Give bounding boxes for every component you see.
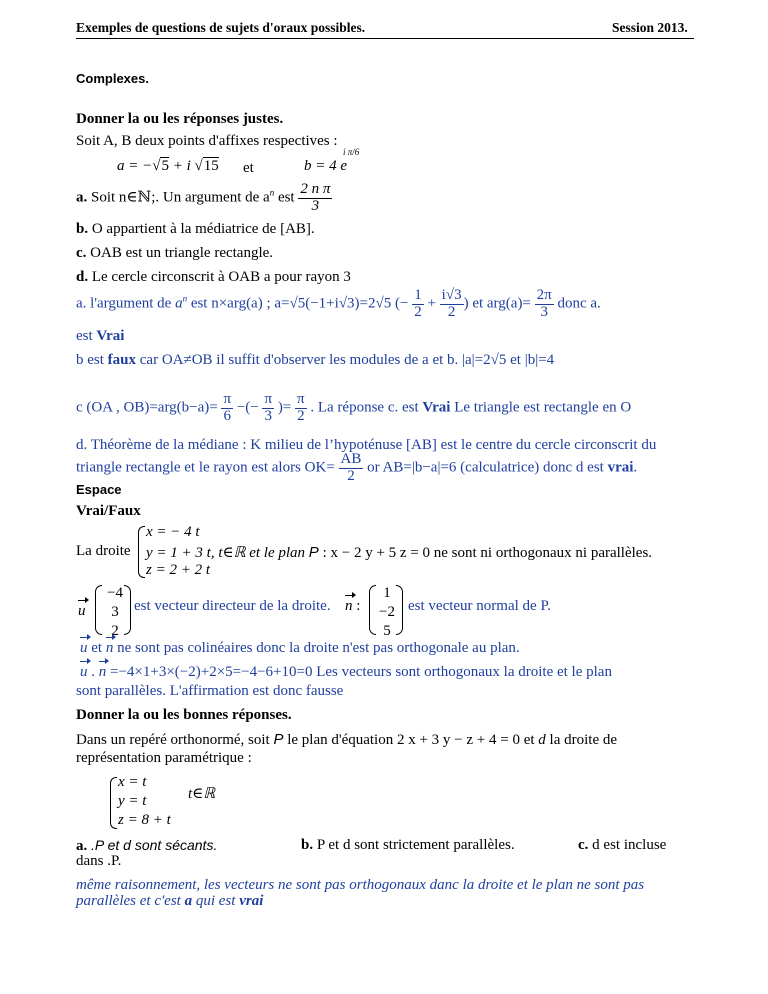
b-exponent: i π/6 bbox=[343, 147, 360, 157]
system-brace-1 bbox=[138, 526, 145, 578]
dot-product-line: u . n =−4×1+3×(−2)+2×5=−4−6+10=0 Les vecteurs sont orthogonaux la droite et le plan bbox=[80, 664, 612, 680]
section-title-complexes: Complexes. bbox=[76, 71, 149, 86]
system-brace-2 bbox=[110, 777, 117, 829]
vrai-faux-heading: Vrai/Faux bbox=[76, 503, 141, 519]
item-b: b. O appartient à la médiatrice de [AB]. bbox=[76, 221, 315, 237]
instruction-heading: Donner la ou les réponses justes. bbox=[76, 111, 284, 127]
a-definition: a = −√5 + i √15 bbox=[117, 158, 219, 174]
u-description: est vecteur directeur de la droite. bbox=[134, 598, 331, 614]
option-a-continued: dans .P. bbox=[76, 853, 122, 869]
question2-line1: Dans un repéré orthonormé, soit P le plan d'équation 2 x + 3 y − z + 4 = 0 et d la droite de bbox=[76, 731, 618, 748]
question2-line2: représentation paramétrique : bbox=[76, 750, 252, 766]
document-header-title: Exemples de questions de sujets d'oraux possibles. bbox=[76, 20, 366, 35]
item-a: a. Soit n∈ℕ;. Un argument de $a^n$ est $\frac{\text{2 n π}}{3}$ bbox=[76, 181, 331, 214]
system1-line2: y = 1 + 3 t, t∈ℝ et le plan P : x − 2 y + 5 z = 0 ne sont ni orthogonaux ni parallèles. bbox=[146, 544, 653, 561]
answer-d-line2: triangle rectangle et le rayon est alors OK= $\frac{AB}{2}$ or AB=|b−a|=6 (calculatrice) donc d est vrai. bbox=[76, 451, 638, 484]
n-paren-right bbox=[396, 585, 403, 635]
final-answer-line1: même raisonnement, les vecteurs ne sont pas orthogonaux danc la droite et le plan ne sont pas bbox=[76, 877, 645, 893]
n-description: est vecteur normal de P. bbox=[408, 598, 551, 614]
answer-c: c (OA , OB)=arg(b−a)= $\frac{\pi}{6}$ −(− $\frac{\pi}{3}$ )= $\frac{\pi}{2}$ . La réponse c. est Vrai Le triangle est rectangle en O bbox=[76, 391, 632, 424]
vector-u-label: u bbox=[78, 603, 86, 619]
et-connector: et bbox=[243, 160, 254, 176]
answer-d-line1: d. Théorème de la médiane : K milieu de l’hypoténuse [AB] est le centre du cercle circonscrit du bbox=[76, 437, 657, 453]
u-paren-left bbox=[95, 585, 102, 635]
system2-param: t∈ℝ bbox=[188, 786, 216, 802]
vector-n-label: n : bbox=[345, 598, 361, 614]
n-coords: 1 −2 5 bbox=[379, 585, 395, 639]
header-rule bbox=[76, 38, 694, 39]
system1-line1: x = − 4 t bbox=[146, 524, 200, 540]
b-definition: b = 4 e bbox=[304, 158, 348, 174]
u-coords: −4 3 2 bbox=[107, 585, 123, 639]
la-droite-label: La droite bbox=[76, 543, 131, 559]
answer-a: a. l'argument de $a^n$ est n×arg(a) ; a=√5(−1+i√3)=2√5 (− $\frac{1}{2}$ + $\frac{i√3}{2}$ ) et arg(a)= $\frac{2\pi}{3}$ donc a. bbox=[76, 287, 601, 320]
item-d: d. Le cercle circonscrit à OAB a pour rayon 3 bbox=[76, 269, 351, 285]
u-paren-right bbox=[124, 585, 131, 635]
answer-a-conclusion: est Vrai bbox=[76, 328, 125, 344]
system2-line2: y = t bbox=[118, 793, 147, 809]
option-c: c. d est incluse bbox=[578, 837, 667, 853]
answer-b: b est faux car OA≠OB il suffit d'observer les modules de a et b. |a|=2√5 et |b|=4 bbox=[76, 352, 555, 368]
intro-text: Soit A, B deux points d'affixes respectives : bbox=[76, 133, 338, 149]
dot-product-conclusion: sont parallèles. L'affirmation est donc fausse bbox=[76, 683, 344, 699]
system2-line1: x = t bbox=[118, 774, 147, 790]
final-answer-line2: parallèles et c'est a qui est vrai bbox=[76, 893, 264, 909]
section-title-espace: Espace bbox=[76, 482, 122, 497]
session-label: Session 2013. bbox=[612, 20, 688, 35]
system1-line3: z = 2 + 2 t bbox=[146, 562, 210, 578]
option-b: b. P et d sont strictement parallèles. bbox=[301, 837, 515, 853]
item-c: c. OAB est un triangle rectangle. bbox=[76, 245, 274, 261]
system2-line3: z = 8 + t bbox=[118, 812, 171, 828]
colinearity-statement: u et n ne sont pas colinéaires donc la droite n'est pas orthogonale au plan. bbox=[80, 640, 520, 656]
instruction2-heading: Donner la ou les bonnes réponses. bbox=[76, 707, 292, 723]
option-a: a. .P et d sont sécants. bbox=[76, 837, 218, 854]
